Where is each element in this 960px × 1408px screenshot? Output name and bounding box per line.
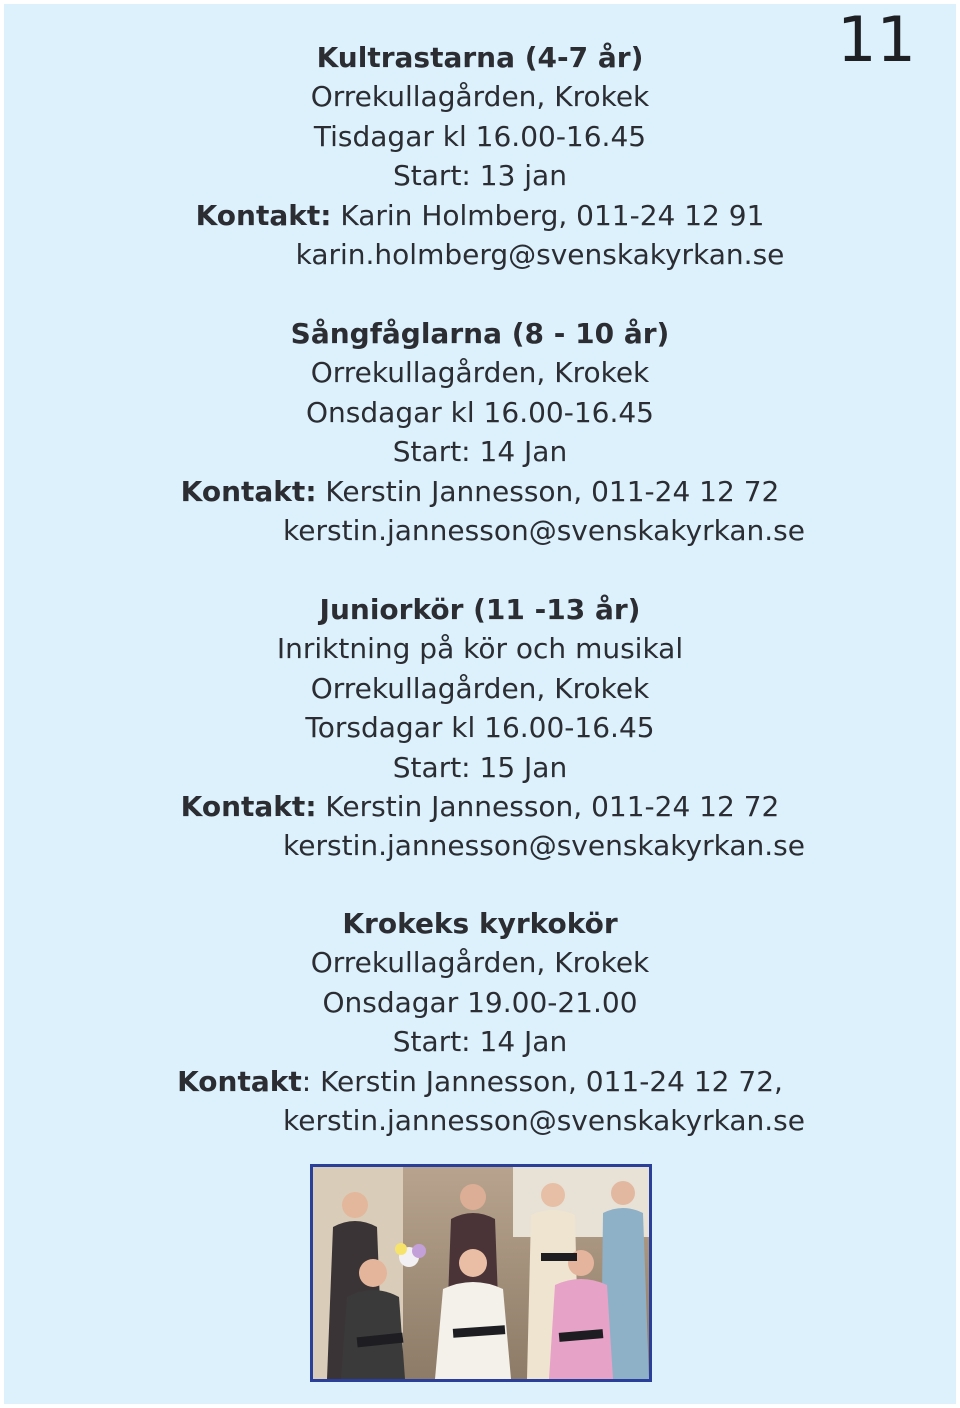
start-line: Start: 13 jan <box>393 159 567 193</box>
page <box>4 4 956 1404</box>
schedule-line: Onsdagar 19.00-21.00 <box>322 985 638 1019</box>
contact-label: Kontakt: <box>195 198 332 232</box>
schedule-line: Torsdagar kl 16.00-16.45 <box>305 711 655 745</box>
contact-value: : Kerstin Jannesson, 011-24 12 72, <box>301 1064 783 1098</box>
location-line: Orrekullagården, Krokek <box>310 356 650 390</box>
section-title: Kultrastarna (4-7 år) <box>316 41 644 74</box>
email-link[interactable]: karin.holmberg@svenskakyrkan.se <box>295 237 785 271</box>
section-krokeks-kyrkokor <box>4 904 956 1140</box>
location-line: Orrekullagården, Krokek <box>310 80 650 114</box>
email-link[interactable]: kerstin.jannesson@svenskakyrkan.se <box>283 829 805 863</box>
contact-value: Karin Holmberg, 011-24 12 91 <box>331 198 765 232</box>
location-line: Orrekullagården, Krokek <box>310 946 650 980</box>
start-line: Start: 15 Jan <box>392 750 568 784</box>
section-title: Krokeks kyrkokör <box>342 907 618 940</box>
contact-label: Kontakt <box>177 1064 302 1098</box>
contact-line <box>4 787 956 826</box>
choir-photo <box>310 1164 652 1382</box>
section-juniorkor <box>4 590 956 866</box>
email-line <box>4 826 956 865</box>
section-kultrastarna <box>4 38 956 274</box>
focus-line: Inriktning på kör och musikal <box>276 632 684 666</box>
page-number: 11 <box>837 3 916 76</box>
contact-line <box>4 472 956 511</box>
email-line <box>4 1101 956 1140</box>
section-sangfaglarna <box>4 314 956 550</box>
contact-line <box>4 1062 956 1101</box>
schedule-line: Tisdagar kl 16.00-16.45 <box>313 119 647 153</box>
choir-photo-illustration <box>313 1167 649 1379</box>
section-title: Sångfåglarna (8 - 10 år) <box>290 317 670 350</box>
location-line: Orrekullagården, Krokek <box>310 671 650 705</box>
schedule-line: Onsdagar kl 16.00-16.45 <box>306 395 654 429</box>
start-line: Start: 14 Jan <box>392 1025 568 1059</box>
contact-label: Kontakt: <box>180 789 317 823</box>
email-link[interactable]: kerstin.jannesson@svenskakyrkan.se <box>283 1103 805 1137</box>
contact-value: Kerstin Jannesson, 011-24 12 72 <box>316 474 780 508</box>
email-line <box>4 511 956 550</box>
email-line <box>4 235 956 274</box>
start-line: Start: 14 Jan <box>392 435 568 469</box>
contact-label: Kontakt: <box>180 474 317 508</box>
contact-line <box>4 196 956 235</box>
email-link[interactable]: kerstin.jannesson@svenskakyrkan.se <box>283 513 805 547</box>
section-title: Juniorkör (11 -13 år) <box>319 593 641 626</box>
contact-value: Kerstin Jannesson, 011-24 12 72 <box>316 789 780 823</box>
